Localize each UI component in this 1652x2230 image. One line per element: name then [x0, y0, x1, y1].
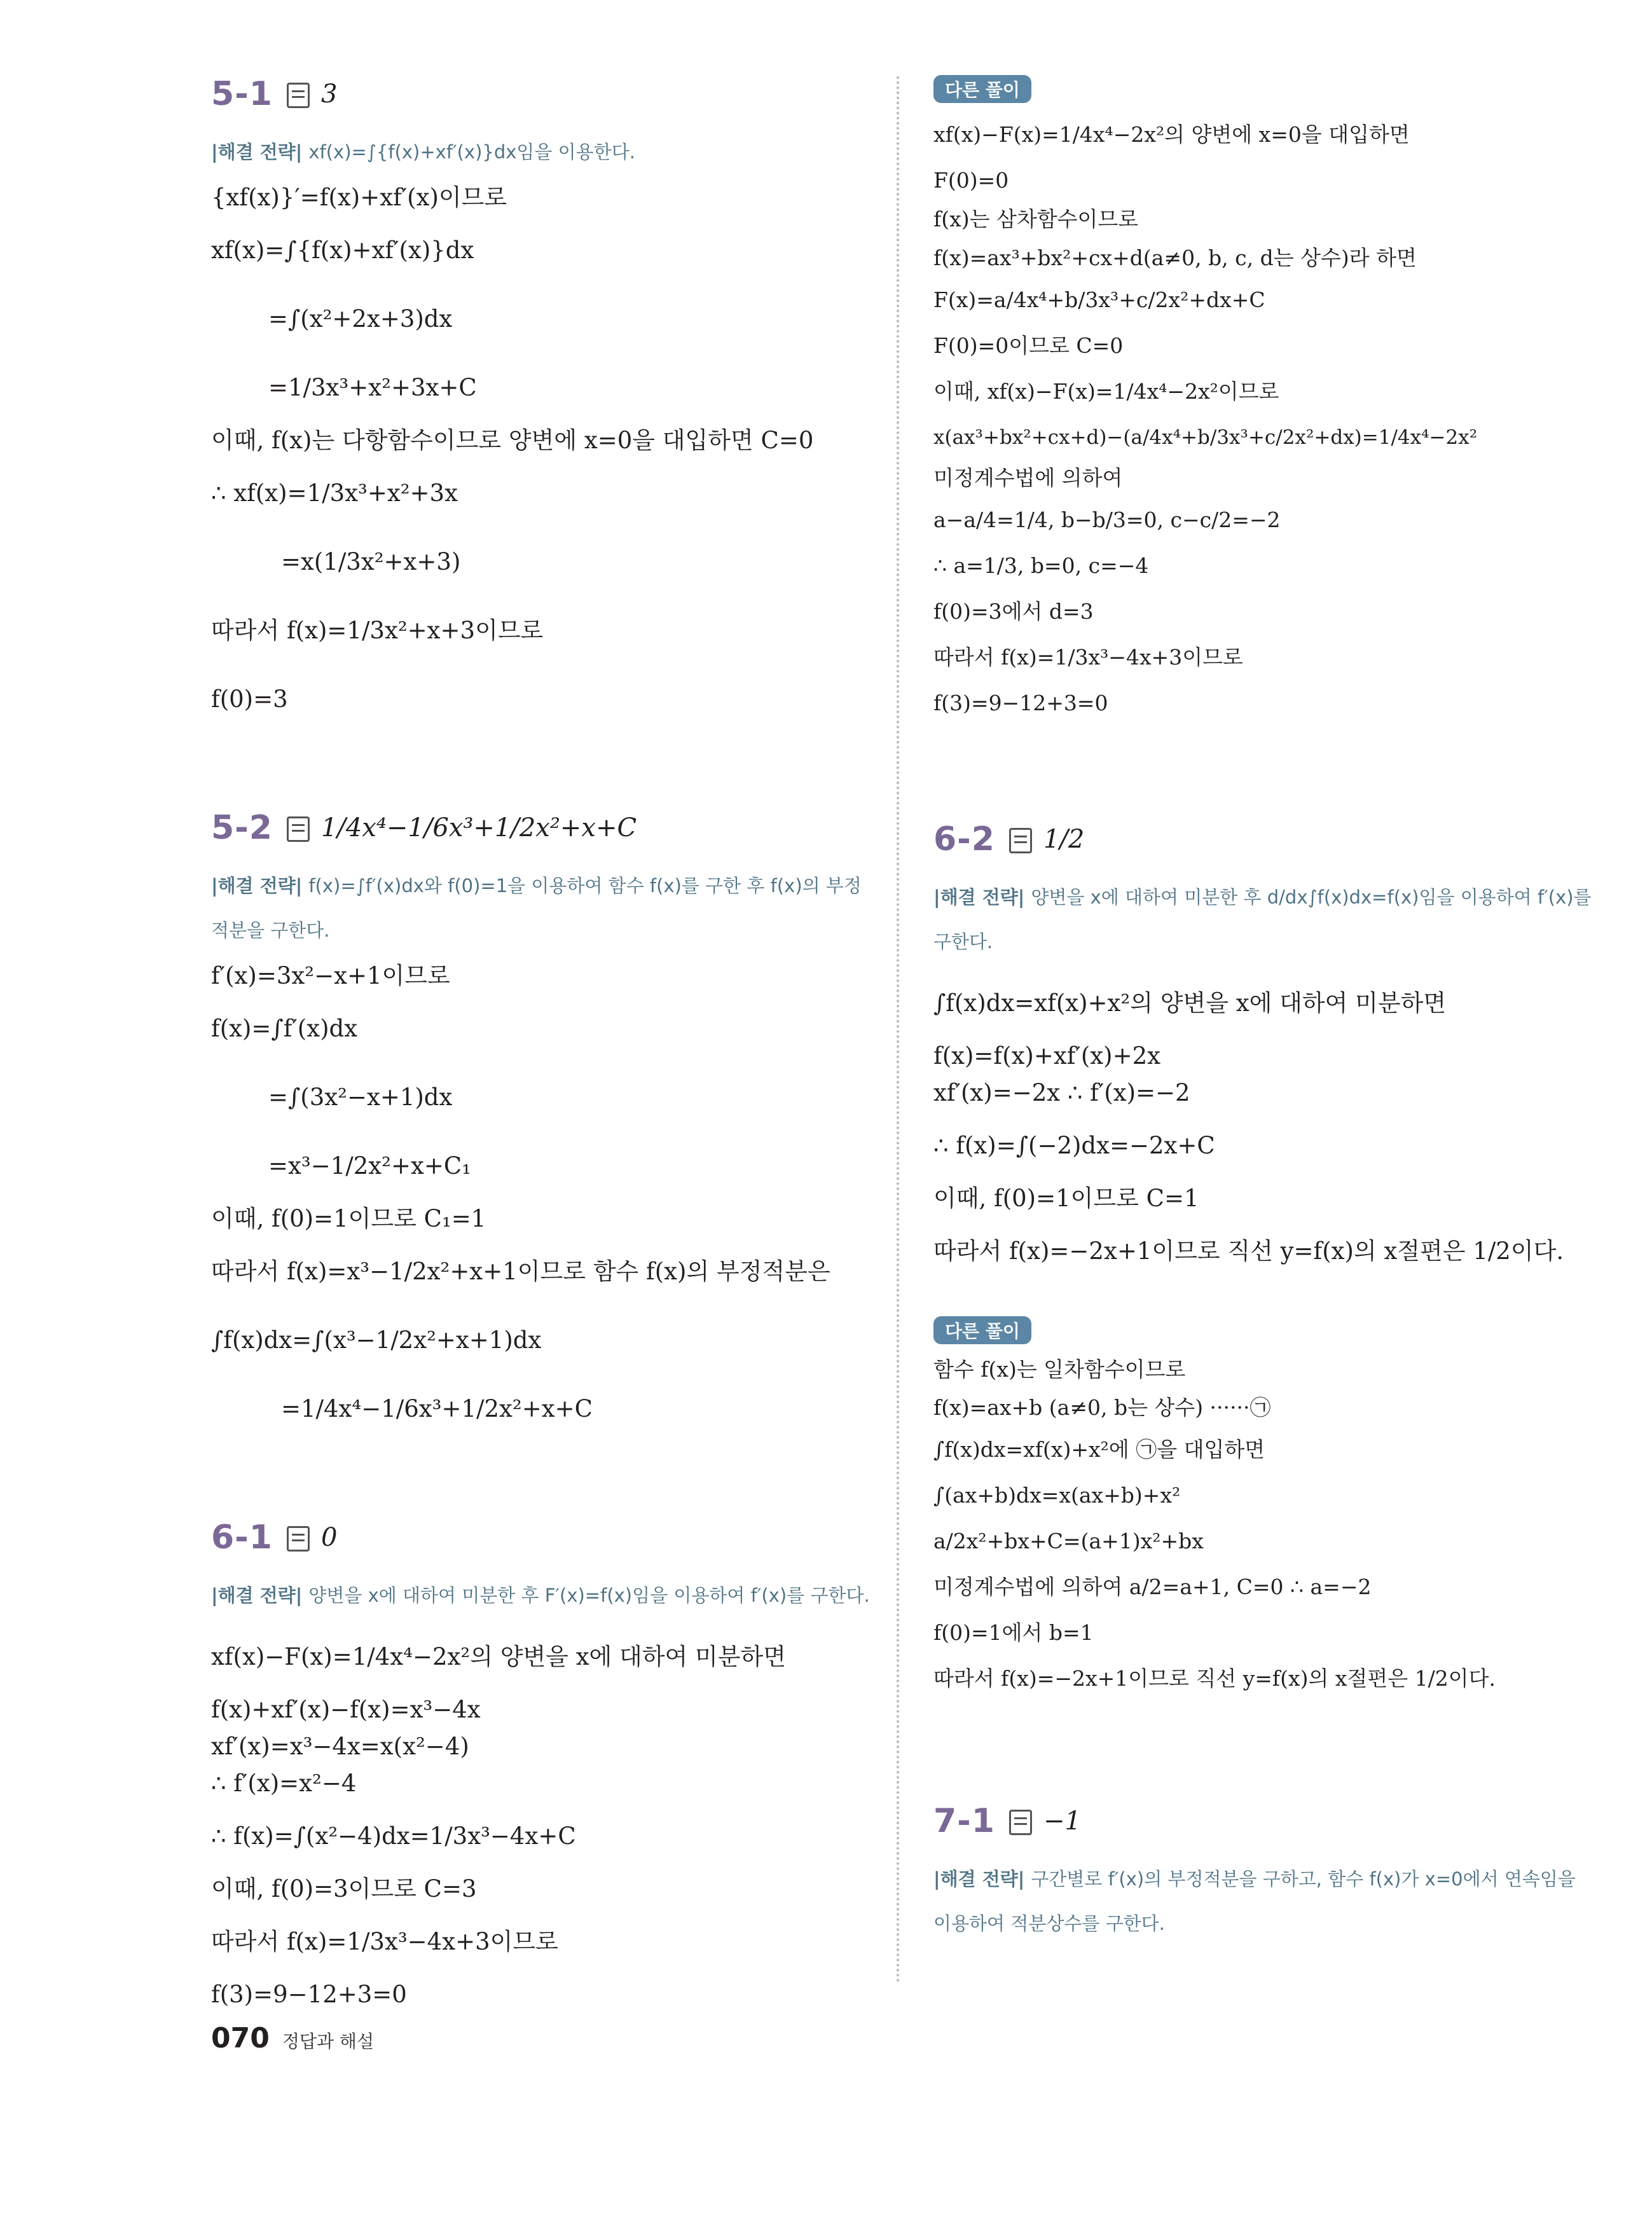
- solution-line: xf(x)−F(x)=1/4x⁴−2x²의 양변을 x에 대하여 미분하면: [211, 1643, 787, 1670]
- solution-line: ∴ a=1/3, b=0, c=−4: [933, 553, 1149, 578]
- problem-header: [933, 815, 1595, 864]
- solution-line: xf′(x)=−2x ∴ f′(x)=−2: [933, 1079, 1190, 1106]
- solution-line: f(0)=3: [211, 685, 288, 713]
- solution-line: F(0)=0: [933, 168, 1009, 193]
- solution-line: ∴ xf(x)=1/3x³+x²+3x: [211, 479, 458, 507]
- solution-line: ∫(ax+b)dx=x(ax+b)+x²: [933, 1483, 1181, 1508]
- solution-line: =1/3x³+x²+3x+C: [268, 374, 477, 401]
- page-footer: [211, 2022, 374, 2054]
- solution-line: xf(x)=∫{f(x)+xf′(x)}dx: [211, 237, 474, 264]
- answer-value: 3: [320, 79, 338, 109]
- strategy: [211, 130, 872, 174]
- solution-line: 따라서 f(x)=1/3x²+x+3이므로: [211, 617, 544, 644]
- answer-icon: [287, 83, 310, 108]
- solution-line: f(x)=ax+b (a≠0, b는 상수) ······㉠: [933, 1395, 1271, 1420]
- strategy-text: xf(x)=∫{f(x)+xf′(x)}dx임을 이용한다.: [308, 141, 635, 163]
- strategy-label: |해결 전략|: [211, 1585, 303, 1606]
- solution-line: f′(x)=3x²−x+1이므로: [211, 962, 450, 989]
- solution-line: x(ax³+bx²+cx+d)−(a/4x⁴+b/3x³+c/2x²+dx)=1/4x⁴−2x²: [933, 426, 1478, 449]
- solution-line: f(0)=3에서 d=3: [933, 599, 1094, 624]
- strategy: [211, 864, 872, 953]
- solution-line: ∫f(x)dx=xf(x)+x²에 ㉠을 대입하면: [933, 1437, 1265, 1462]
- problem-6-1: [211, 1513, 872, 2013]
- answer-value: 1/2: [1043, 825, 1085, 854]
- solution-line: ∫f(x)dx=∫(x³−1/2x²+x+1)dx: [211, 1326, 542, 1354]
- answer-value: 0: [320, 1523, 338, 1552]
- problem-5-1: [211, 70, 872, 734]
- solution-line: 이때, f(0)=1이므로 C=1: [933, 1185, 1199, 1212]
- solution-line: 따라서 f(x)=1/3x³−4x+3이므로: [211, 1928, 558, 1955]
- solution-line: ∴ f(x)=∫(x²−4)dx=1/3x³−4x+C: [211, 1822, 576, 1850]
- footer-title: 정답과 해설: [282, 2031, 375, 2052]
- answer-icon: [287, 1526, 310, 1552]
- problem-number: 5-2: [211, 809, 273, 847]
- strategy-text: f(x)=∫f′(x)dx와 f(0)=1을 이용하여 함수 f(x)를 구한 후 f(x)의 부정적분을 구한다.: [211, 875, 862, 941]
- solution-line: f(x)=f(x)+xf′(x)+2x: [933, 1042, 1160, 1070]
- solution-line: 따라서 f(x)=x³−1/2x²+x+1이므로 함수 f(x)의 부정적분은: [211, 1258, 830, 1285]
- alternative-solution-5-1: [933, 70, 1595, 726]
- solution-line: xf(x)−F(x)=1/4x⁴−2x²의 양변에 x=0을 대입하면: [933, 122, 1410, 147]
- solution-line: f(x)=ax³+bx²+cx+d(a≠0, b, c, d는 상수)라 하면: [933, 245, 1417, 270]
- solution-line: 이때, xf(x)−F(x)=1/4x⁴−2x²이므로: [933, 379, 1279, 404]
- answer-icon: [1009, 1810, 1032, 1835]
- strategy: [211, 1573, 872, 1618]
- page-number: 070: [211, 2022, 270, 2054]
- solution-line: 따라서 f(x)=1/3x³−4x+3이므로: [933, 645, 1243, 670]
- strategy-label: |해결 전략|: [211, 875, 303, 897]
- solution-line: 이때, f(0)=1이므로 C₁=1: [211, 1205, 486, 1232]
- answer-icon: [287, 816, 310, 842]
- solution-line: f(x)는 삼차함수이므로: [933, 207, 1139, 231]
- left-column: [211, 70, 872, 2083]
- solution-line: =x³−1/2x²+x+C₁: [268, 1152, 471, 1180]
- solution-line: xf′(x)=x³−4x=x(x²−4): [211, 1733, 469, 1760]
- solution-line: f(x)+xf′(x)−f(x)=x³−4x: [211, 1696, 481, 1723]
- solution-line: =x(1/3x²+x+3): [281, 548, 461, 575]
- problem-header: [211, 804, 872, 852]
- alternative-solution-6-2: [933, 1311, 1595, 1702]
- problem-number: 6-1: [211, 1518, 273, 1557]
- problem-number: 5-1: [211, 75, 273, 113]
- solution-line: =∫(3x²−x+1)dx: [268, 1084, 453, 1111]
- solution-line: a−a/4=1/4, b−b/3=0, c−c/2=−2: [933, 507, 1281, 532]
- solution-line: a/2x²+bx+C=(a+1)x²+bx: [933, 1529, 1204, 1553]
- solution-line: f(3)=9−12+3=0: [211, 1981, 407, 2008]
- answer-icon: [1009, 828, 1032, 853]
- solution-line: 따라서 f(x)=−2x+1이므로 직선 y=f(x)의 x절편은 1/2이다.: [933, 1237, 1564, 1265]
- solution-line: 따라서 f(x)=−2x+1이므로 직선 y=f(x)의 x절편은 1/2이다.: [933, 1666, 1496, 1691]
- strategy-text: 양변을 x에 대하여 미분한 후 F′(x)=f(x)임을 이용하여 f′(x)를 구한다.: [308, 1585, 870, 1606]
- solution-line: F(x)=a/4x⁴+b/3x³+c/2x²+dx+C: [933, 287, 1265, 312]
- answer-value: −1: [1043, 1807, 1081, 1836]
- solution-line: ∴ f′(x)=x²−4: [211, 1770, 357, 1797]
- problem-header: [933, 1797, 1595, 1845]
- solution-line: =1/4x⁴−1/6x³+1/2x²+x+C: [281, 1395, 593, 1422]
- problem-number: 7-1: [933, 1802, 995, 1840]
- problem-6-2: [933, 815, 1595, 1286]
- column-divider: [897, 76, 899, 1984]
- solution-line: f(x)=∫f′(x)dx: [211, 1015, 358, 1042]
- alt-solution-badge: 다른 풀이: [933, 1316, 1031, 1344]
- strategy: [933, 875, 1595, 964]
- problem-number: 6-2: [933, 820, 995, 858]
- right-column: [933, 70, 1595, 2016]
- solution-line: 미정계수법에 의하여: [933, 465, 1123, 490]
- answer-value: 1/4x⁴−1/6x³+1/2x²+x+C: [320, 813, 637, 843]
- solution-line: 함수 f(x)는 일차함수이므로: [933, 1357, 1186, 1382]
- strategy-label: |해결 전략|: [211, 141, 303, 163]
- solution-line: {xf(x)}′=f(x)+xf′(x)이므로: [211, 184, 507, 211]
- solution-line: F(0)=0이므로 C=0: [933, 333, 1124, 358]
- strategy-text: 양변을 x에 대하여 미분한 후 d/dx∫f(x)dx=f(x)임을 이용하여 f′(x)를 구한다.: [933, 886, 1592, 953]
- strategy: [933, 1857, 1595, 1946]
- problem-header: [211, 70, 872, 118]
- problem-5-2: [211, 804, 872, 1443]
- strategy-text: 구간별로 f′(x)의 부정적분을 구하고, 함수 f(x)가 x=0에서 연속임을 이용하여 적분상수를 구한다.: [933, 1868, 1576, 1934]
- strategy-label: |해결 전략|: [933, 1868, 1025, 1890]
- solution-line: f(0)=1에서 b=1: [933, 1620, 1094, 1645]
- strategy-label: |해결 전략|: [933, 886, 1025, 908]
- solution-line: 이때, f(x)는 다항함수이므로 양변에 x=0을 대입하면 C=0: [211, 427, 814, 454]
- solution-line: f(3)=9−12+3=0: [933, 691, 1108, 715]
- solution-line: ∫f(x)dx=xf(x)+x²의 양변을 x에 대하여 미분하면: [933, 989, 1447, 1017]
- problem-7-1: [933, 1797, 1595, 1946]
- solution-line: =∫(x²+2x+3)dx: [268, 305, 453, 333]
- solution-line: 미정계수법에 의하여 a/2=a+1, C=0 ∴ a=−2: [933, 1574, 1372, 1599]
- alt-solution-badge: 다른 풀이: [933, 75, 1031, 103]
- problem-header: [211, 1513, 872, 1562]
- solution-line: ∴ f(x)=∫(−2)dx=−2x+C: [933, 1132, 1215, 1159]
- solution-line: 이때, f(0)=3이므로 C=3: [211, 1875, 477, 1903]
